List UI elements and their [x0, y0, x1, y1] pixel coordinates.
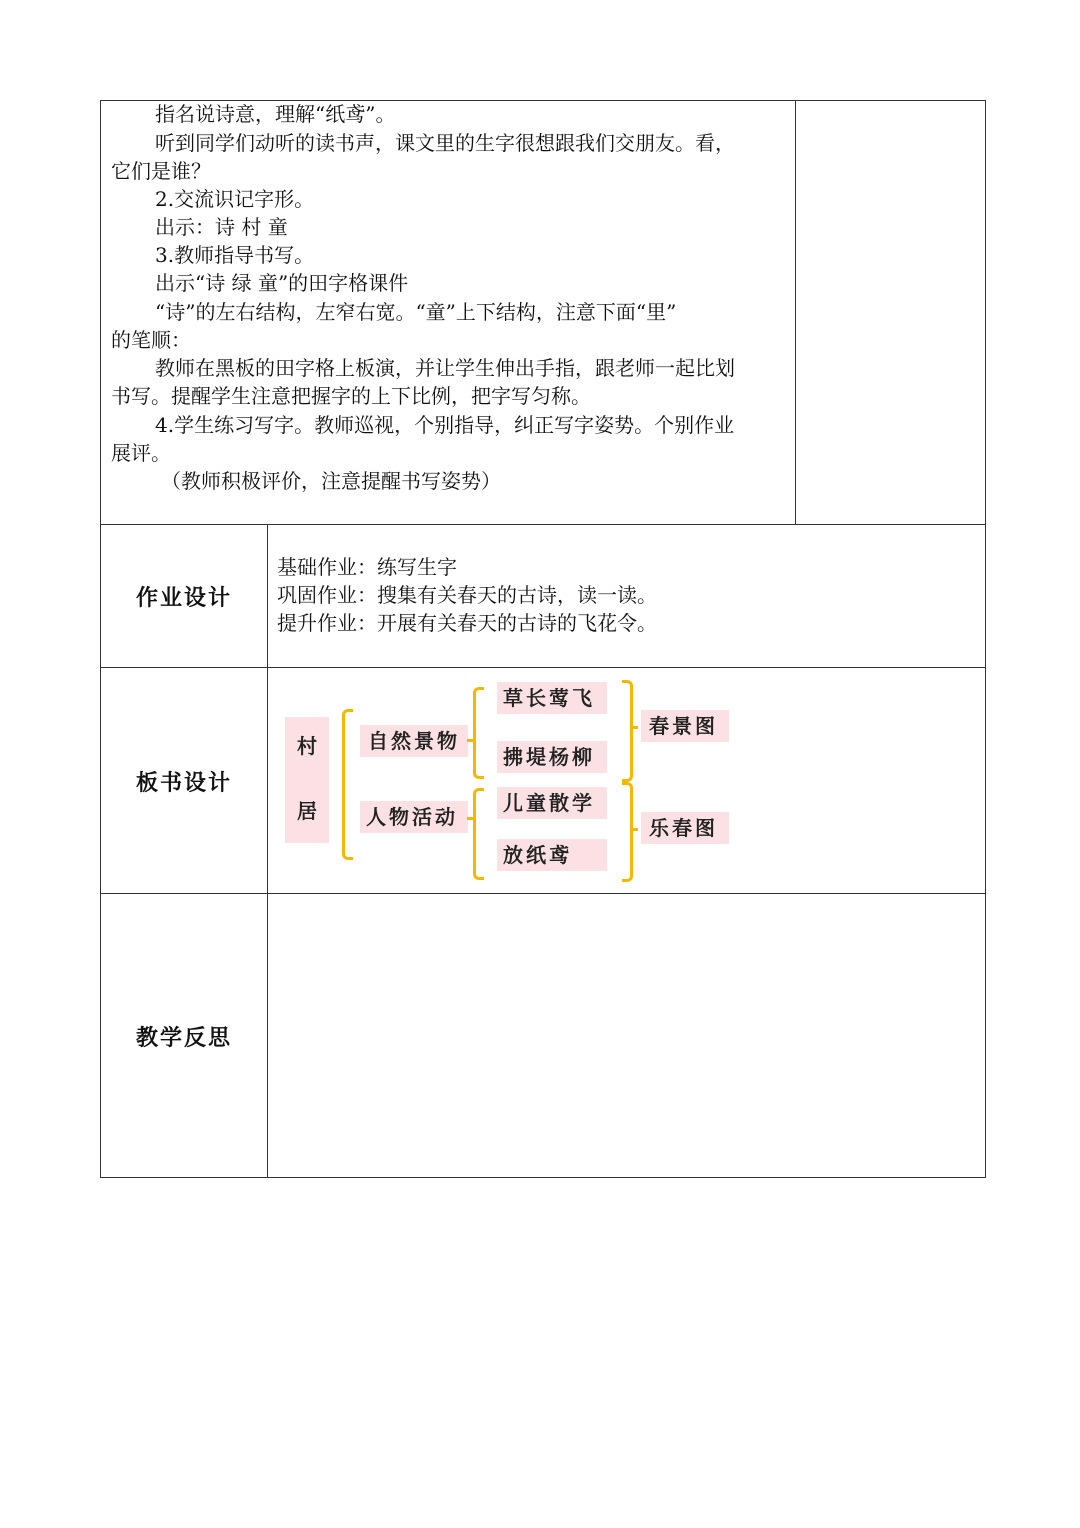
text-line: 3.教师指导书写。: [155, 243, 315, 267]
branch-nature: 自然景物: [360, 725, 468, 757]
title-char-1: 村: [297, 734, 317, 758]
joy-bracket: [622, 782, 633, 882]
text-line: 书写。提醒学生注意把握字的上下比例，把字写匀称。: [111, 384, 591, 408]
result-spring-scene: 春景图: [641, 710, 729, 742]
row-divider-3: [100, 893, 986, 894]
leaf-box: 拂堤杨柳: [497, 741, 607, 773]
board-design-label: 板书设计: [135, 770, 232, 796]
text-line: 出示“诗 绿 童”的田字格课件: [155, 271, 409, 295]
top-inner-divider: [795, 100, 796, 524]
row-divider-1: [100, 524, 986, 525]
text-line: 指名说诗意，理解“纸鸢”。: [155, 102, 396, 126]
row-divider-2: [100, 667, 986, 668]
connector: [630, 726, 638, 729]
title-char-2: 居: [297, 799, 317, 823]
text-line: 教师在黑板的田字格上板演，并让学生伸出手指，跟老师一起比划: [155, 356, 735, 380]
text-line: “诗”的左右结构，左窄右宽。“童”上下结构，注意下面“里”: [155, 300, 677, 324]
connector: [630, 828, 638, 831]
text-line: 的笔顺：: [111, 328, 191, 352]
branch-people: 人物活动: [360, 801, 468, 833]
leaf-box: 放纸鸢: [497, 839, 607, 871]
text-line: 展评。: [111, 441, 171, 465]
spring-bracket: [622, 680, 633, 782]
leaf-box: 儿童散学: [497, 787, 607, 819]
homework-item: 巩固作业：搜集有关春天的古诗，读一读。: [277, 583, 657, 607]
reflection-label: 教学反思: [135, 1025, 232, 1051]
label-column-divider: [267, 524, 268, 1178]
text-line: 2.交流识记字形。: [155, 187, 315, 211]
homework-item: 提升作业：开展有关春天的古诗的飞花令。: [277, 611, 657, 635]
homework-item: 基础作业：练写生字: [277, 555, 457, 579]
text-line: 听到同学们动听的读书声，课文里的生字很想跟我们交朋友。看，: [155, 131, 735, 155]
text-line: 出示：诗 村 童: [155, 215, 288, 239]
leaf-box: 草长莺飞: [497, 682, 607, 714]
homework-label: 作业设计: [135, 585, 232, 611]
table-left-border: [100, 100, 101, 1178]
table-bottom-border: [100, 1177, 986, 1178]
result-joyful-spring: 乐春图: [641, 812, 729, 844]
text-line: 它们是谁？: [111, 159, 211, 183]
nature-bracket: [473, 687, 484, 779]
main-bracket: [342, 709, 353, 860]
text-line: 4.学生练习写字。教师巡视，个别指导，纠正写字姿势。个别作业: [155, 413, 735, 437]
table-right-border: [985, 100, 986, 1178]
text-line: （教师积极评价，注意提醒书写姿势）: [161, 469, 501, 493]
people-bracket: [473, 788, 484, 880]
